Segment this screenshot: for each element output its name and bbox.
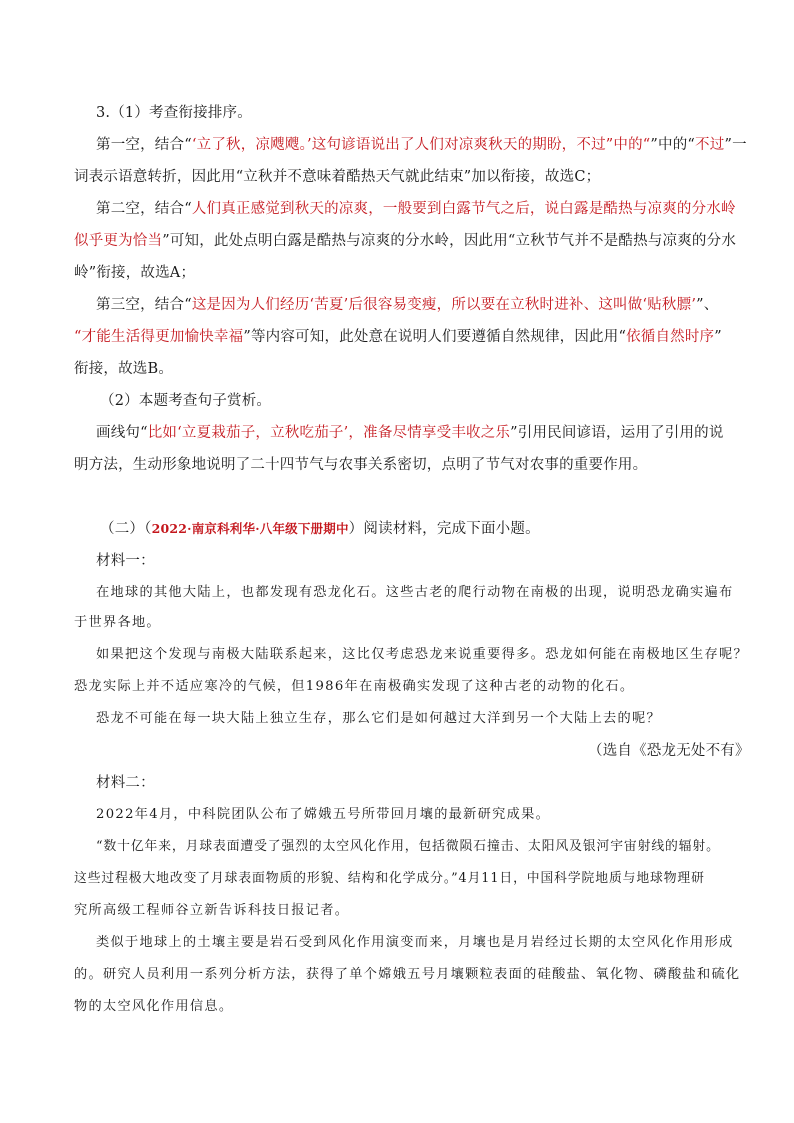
text-span: 第三空，结合“ (96, 297, 192, 313)
answer-p3-line2 (74, 325, 722, 346)
text-span: 这些过程极大地改变了月球表面物质的形貌、结构和化学成分。”4月11日，中国科学院地质与地球物理研 (74, 871, 705, 886)
material2-line (74, 899, 349, 918)
answer-heading-text: 3.（1）考查衔接排序。 (96, 105, 252, 121)
answer-p2-line3 (74, 261, 195, 282)
quoted-text: 这是因为人们经历‘苦夏’后很容易变瘦，所以要在立秋时进补、这叫做‘贴秋膘’ (191, 297, 697, 313)
answer-p1-line2 (74, 165, 600, 186)
text-span: 恐龙不可能在每一块大陆上独立生存，那么它们是如何越过大洋到另一个大陆上去的呢？ (96, 711, 662, 726)
text-span: 明方法，生动形象地说明了二十四节气与农事关系密切，点明了节气对农事的重要作用。 (74, 457, 648, 473)
text-span: ”中的“ (650, 137, 696, 153)
material1-line (96, 643, 748, 662)
quoted-text: 比如‘立夏栽茄子，立秋吃茄子’，准备尽情享受丰收之乐 (147, 425, 511, 441)
answer-sub2-heading (100, 389, 271, 410)
text-span: ”引用民间谚语，运用了引用的说 (510, 425, 724, 441)
text-span: 如果把这个发现与南极大陆联系起来，这比仅考虑恐龙来说重要得多。恐龙如何能在南极地区生存呢？ (96, 647, 748, 662)
material2-line (74, 963, 740, 982)
question-source: 2022·南京科利华·八年级下册期中 (151, 521, 349, 536)
text-span: 第二空，结合“ (96, 201, 192, 217)
text-span: ”可知，此处点明白露是酷热与凉爽的分水岭，因此用“立秋节气并不是酷热与凉爽的分水 (162, 233, 737, 249)
quoted-text: 依循自然时序 (626, 329, 715, 345)
answer-p2-line1 (96, 197, 736, 218)
quoted-text: ‘立了秋，凉飕飕。’这句谚语说出了人们对凉爽秋天的期盼，不过”中的“ (191, 137, 651, 153)
text-span: 材料二： (96, 775, 155, 791)
quoted-text: 不过 (695, 137, 725, 153)
answer-p2-line2 (74, 229, 736, 250)
text-span: 恐龙实际上并不适应寒冷的气候，但1986年在南极确实发现了这种古老的动物的化石。 (74, 679, 635, 694)
material2-line (96, 803, 550, 822)
question-heading (100, 517, 540, 538)
material2-line (74, 867, 705, 886)
text-span: （二）（ (100, 521, 152, 537)
text-span: 2022年4月，中科院团队公布了嫦娥五号所带回月壤的最新研究成果。 (96, 807, 551, 822)
text-span: 画线句“ (96, 425, 148, 441)
answer-p4-line1 (96, 421, 724, 442)
text-span: 的。研究人员利用一系列分析方法，获得了单个嫦娥五号月壤颗粒表面的硅酸盐、氧化物、磷酸盐和硫化 (74, 967, 741, 982)
text-span: 究所高级工程师谷立新告诉科技日报记者。 (74, 903, 350, 918)
quoted-text: 似乎更为恰当 (74, 233, 163, 249)
quoted-text: 人们真正感觉到秋天的凉爽，一般要到白露节气之后，说白露是酷热与凉爽的分水岭 (191, 201, 736, 217)
text-span: 岭”衔接，故选A； (74, 265, 196, 281)
material1-label (96, 549, 155, 570)
answer-p3-line1 (96, 293, 718, 314)
material1-citation (588, 739, 750, 760)
text-span: 第一空，结合“ (96, 137, 192, 153)
text-span: ”、 (696, 297, 719, 313)
text-span: ” (714, 329, 722, 345)
text-span: ”等内容可知，此处意在说明人们要遵循自然规律，因此用“ (243, 329, 627, 345)
material1-line (96, 707, 661, 726)
answer-p3-line3 (74, 357, 173, 378)
material2-line (96, 931, 733, 950)
text-span: ）阅读材料，完成下面小题。 (348, 521, 540, 537)
text-span: 材料一： (96, 553, 155, 569)
text-span: 在地球的其他大陆上，也都发现有恐龙化石。这些古老的爬行动物在南极的出现，说明恐龙确实遍布 (96, 585, 734, 600)
text-span: 衔接，故选B。 (74, 361, 174, 377)
answer-p4-line2 (74, 453, 647, 474)
text-span: 于世界各地。 (74, 615, 161, 630)
material1-line (96, 581, 733, 600)
text-span: （选自《恐龙无处不有》 (588, 743, 750, 759)
text-span: 物的太空风化作用信息。 (74, 999, 234, 1014)
answer-p1-line1 (96, 133, 747, 154)
text-span: “数十亿年来，月球表面遭受了强烈的太空风化作用，包括微陨石撞击、太阳风及银河宇宙射线的辐射。 (96, 839, 720, 854)
material1-line (74, 611, 161, 630)
quoted-text: “ (74, 329, 82, 345)
answer-heading (96, 101, 252, 122)
material2-line (74, 995, 233, 1014)
text-span: 类似于地球上的土壤主要是岩石受到风化作用演变而来，月壤也是月岩经过长期的太空风化作用形成 (96, 935, 734, 950)
quoted-text: 才能生活得更加愉快幸福 (81, 329, 244, 345)
material2-line (96, 835, 720, 854)
material1-line (74, 675, 634, 694)
material2-label (96, 771, 155, 792)
text-span: ”一 (724, 137, 747, 153)
text-span: 词表示语意转折，因此用“立秋并不意味着酷热天气就此结束”加以衔接，故选C； (74, 169, 601, 185)
text-span: （2）本题考查句子赏析。 (100, 393, 272, 409)
